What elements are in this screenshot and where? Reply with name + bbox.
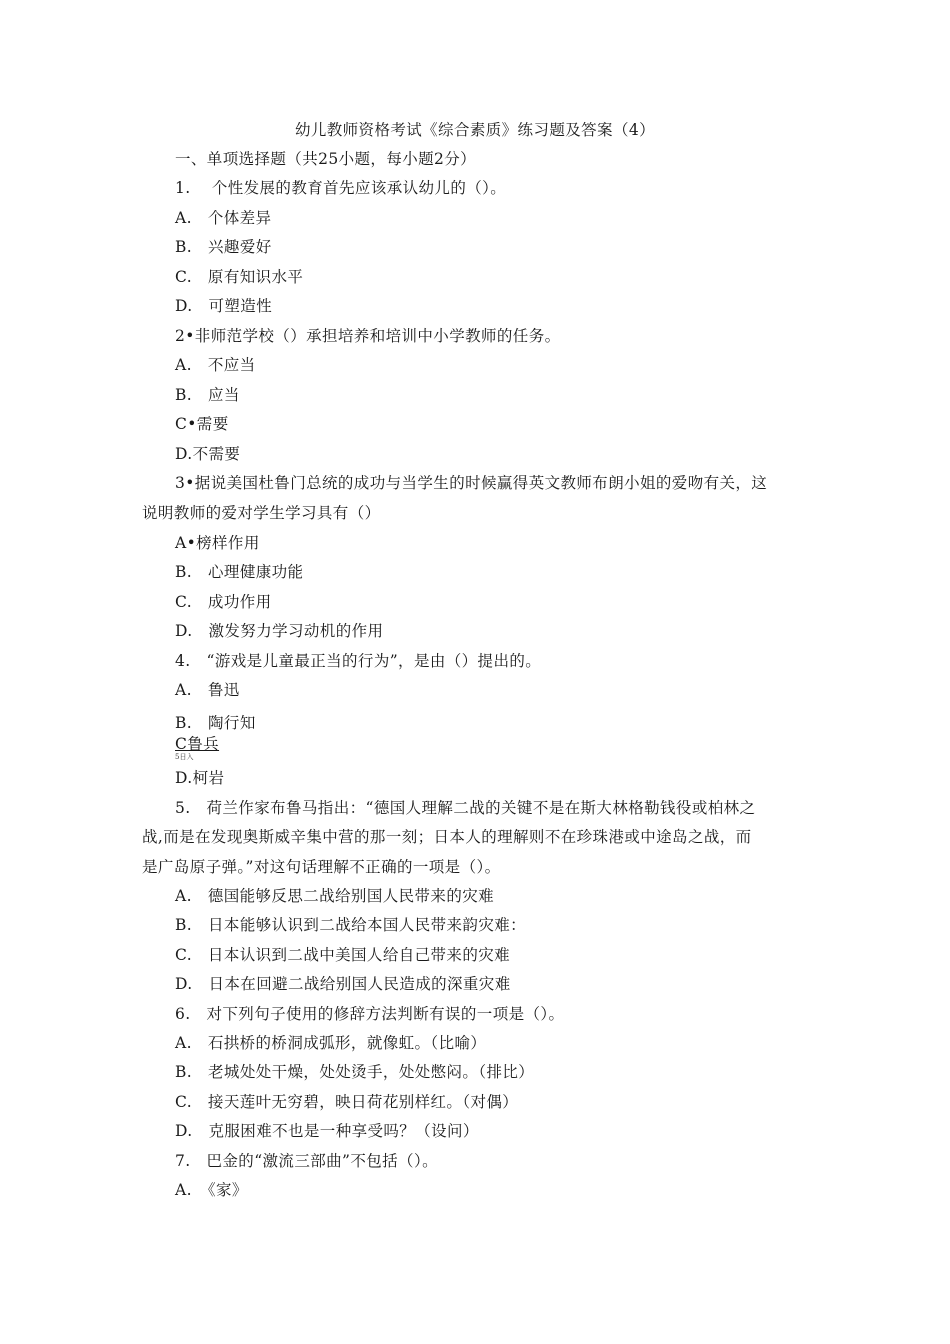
question-5-stem-line-3: 是广岛原子弹。”对这句话理解不正确的一项是（）。 [142, 858, 501, 876]
page-title: 幼儿教师资格考试《综合素质》练习题及答案（4） [294, 121, 656, 139]
question-5-option-a: A. 德国能够反思二战给别国人民带来的灾难 [175, 887, 495, 905]
question-4-option-d: D.柯岩 [175, 769, 225, 787]
question-3-option-c: C. 成功作用 [175, 593, 272, 611]
question-4-option-c: C鲁兵 [175, 735, 220, 753]
question-5-option-b: B. 日本能够认识到二战给本国人民带来韵灾难： [175, 916, 527, 934]
question-1-option-c: C. 原有知识水平 [175, 268, 304, 286]
question-3-option-d: D. 激发努力学习动机的作用 [175, 622, 384, 640]
question-1-option-a: A. 个体差异 [175, 209, 272, 227]
question-6-stem: 6. 对下列句子使用的修辞方法判断有误的一项是（）。 [175, 1005, 565, 1023]
question-2-option-c: C•需要 [175, 415, 229, 433]
question-2-option-d: D.不需要 [175, 445, 241, 463]
question-3-stem-line-1: 3•据说美国杜鲁门总统的成功与当学生的时候赢得英文教师布朗小姐的爱吻有关，这 [175, 474, 768, 492]
question-5-option-c: C. 日本认识到二战中美国人给自己带来的灾难 [175, 946, 511, 964]
question-1-option-d: D. 可塑造性 [175, 297, 273, 315]
question-7-option-a: A. 《家》 [175, 1181, 248, 1199]
question-2-option-b: B. 应当 [175, 386, 240, 404]
question-4-stem: 4. “游戏是儿童最正当的行为”，是由（）提出的。 [175, 652, 542, 670]
question-3-option-b: B. 心理健康功能 [175, 563, 304, 581]
question-5-option-d: D. 日本在回避二战给别国人民造成的深重灾难 [175, 975, 511, 993]
question-6-option-b: B. 老城处处干燥，处处烫手，处处憋闷。（排比） [175, 1063, 535, 1081]
question-2-stem: 2•非师范学校（）承担培养和培训中小学教师的任务。 [175, 327, 561, 345]
question-4-option-a: A. 鲁迅 [175, 681, 240, 699]
question-6-option-a: A. 石拱桥的桥洞成弧形，就像虹。（比喻） [175, 1034, 487, 1052]
question-5-stem-line-1: 5. 荷兰作家布鲁马指出：“德国人理解二战的关键不是在斯大林格勒钱役或柏林之 [175, 799, 756, 817]
section-heading: 一、单项选择题（共25小题，每小题2分） [175, 150, 477, 168]
question-6-option-c: C. 接天莲叶无穷碧，映日荷花别样红。（对偶） [175, 1093, 519, 1111]
question-7-stem: 7. 巴金的“激流三部曲”不包括（）。 [175, 1152, 438, 1170]
question-5-stem-line-2: 战,而是在发现奥斯威辛集中营的那一刻；日本人的理解则不在珍珠港或中途岛之战，而 [142, 828, 752, 846]
question-4-option-c-note: 5日入 [175, 753, 194, 761]
question-1-option-b: B. 兴趣爱好 [175, 238, 272, 256]
question-2-option-a: A. 不应当 [175, 356, 256, 374]
question-6-option-d: D. 克服困难不也是一种享受吗？（设问） [175, 1122, 479, 1140]
question-1-stem: 1. 个性发展的教育首先应该承认幼儿的（）。 [175, 179, 507, 197]
question-3-stem-line-2: 说明教师的爱对学生学习具有（） [142, 504, 381, 522]
question-3-option-a: A•榜样作用 [175, 534, 260, 552]
question-4-option-b: B. 陶行知 [175, 714, 256, 732]
